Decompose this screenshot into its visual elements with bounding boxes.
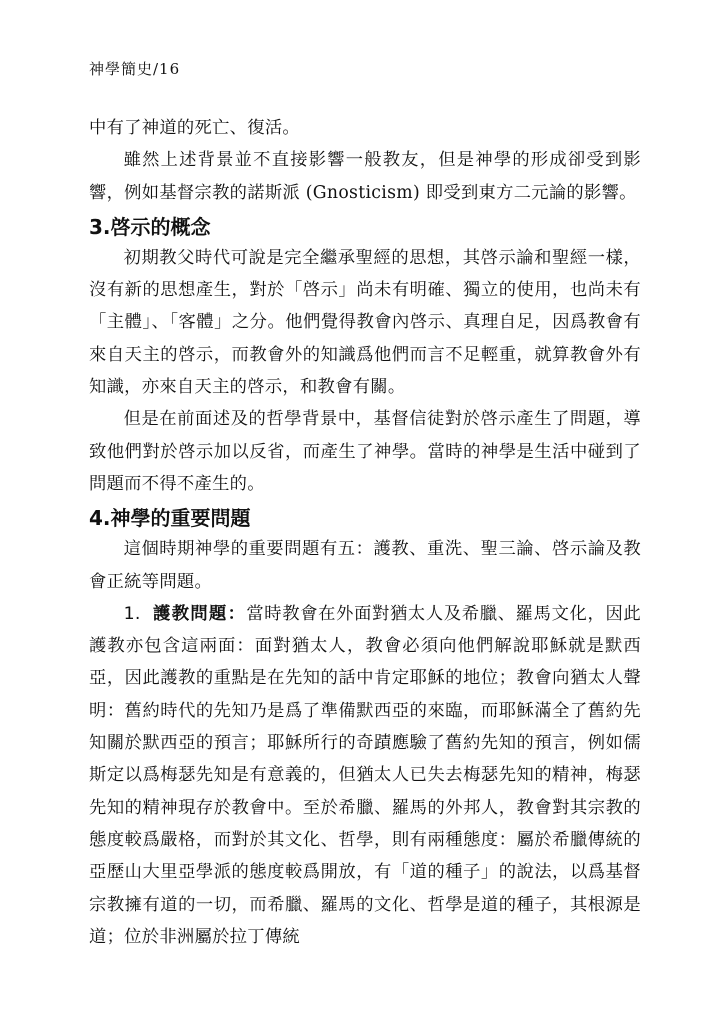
paragraph: 這個時期神學的重要問題有五：護教、重洗、聖三論、啓示論及教會正統等問題。 <box>89 539 641 592</box>
paragraph: 雖然上述背景並不直接影響一般教友，但是神學的形成卻受到影響，例如基督宗教的諾斯派 (Gnosticism) 即受到東方二元論的影響。 <box>89 150 641 203</box>
section-heading: 3.啓示的概念 <box>89 214 211 239</box>
list-item <box>89 598 641 953</box>
paragraph: 初期教父時代可說是完全繼承聖經的思想，其啓示論和聖經一樣，沒有新的思想產生，對於「啓示」尚未有明確、獨立的使用，也尚未有「主體」、「客體」之分。他們覺得教會內啓示、真理自足，因爲教會有來自天主的啓示，而教會外的知識爲他們而言不足輕重，就算教會外有知識，亦來自天主的啓示，和教會有關。 <box>89 247 641 398</box>
list-item-term: 護教問題： <box>153 603 247 624</box>
paragraph: 但是在前面述及的哲學背景中，基督信徒對於啓示產生了問題，導致他們對於啓示加以反省，而產生了神學。當時的神學是生活中碰到了問題而不得不產生的。 <box>89 409 641 494</box>
running-head: 神學簡史/16 <box>89 60 181 78</box>
paragraph: 中有了神道的死亡、復活。 <box>89 118 300 138</box>
list-item-text: 當時教會在外面對猶太人及希臘、羅馬文化，因此護教亦包含這兩面：面對猶太人，教會必須向他們解說耶穌就是默西亞，因此護教的重點是在先知的話中肯定耶穌的地位；教會向猶太人聲明：舊約時代的先知乃是爲了準備默西亞的來臨，而耶穌滿全了舊約先知關於默西亞的預言；耶穌所行的奇蹟應驗了舊約先知的預言，例如儒斯定以爲梅瑟先知是有意義的，但猶太人已失去梅瑟先知的精神，梅瑟先知的精神現存於教會中。至於希臘、羅馬的外邦人，教會對其宗教的態度較爲嚴格，而對於其文化、哲學，則有兩種態度：屬於希臘傳統的亞歷山大里亞學派的態度較爲開放，有「道的種子」的說法，以爲基督宗教擁有道的一切，而希臘、羅馬的文化、哲學是道的種子，其根源是道；位於非洲屬於拉丁傳統 <box>89 603 641 947</box>
body-text <box>89 112 641 953</box>
section-heading: 4.神學的重要問題 <box>89 506 251 531</box>
list-item-number: 1. <box>123 603 141 624</box>
